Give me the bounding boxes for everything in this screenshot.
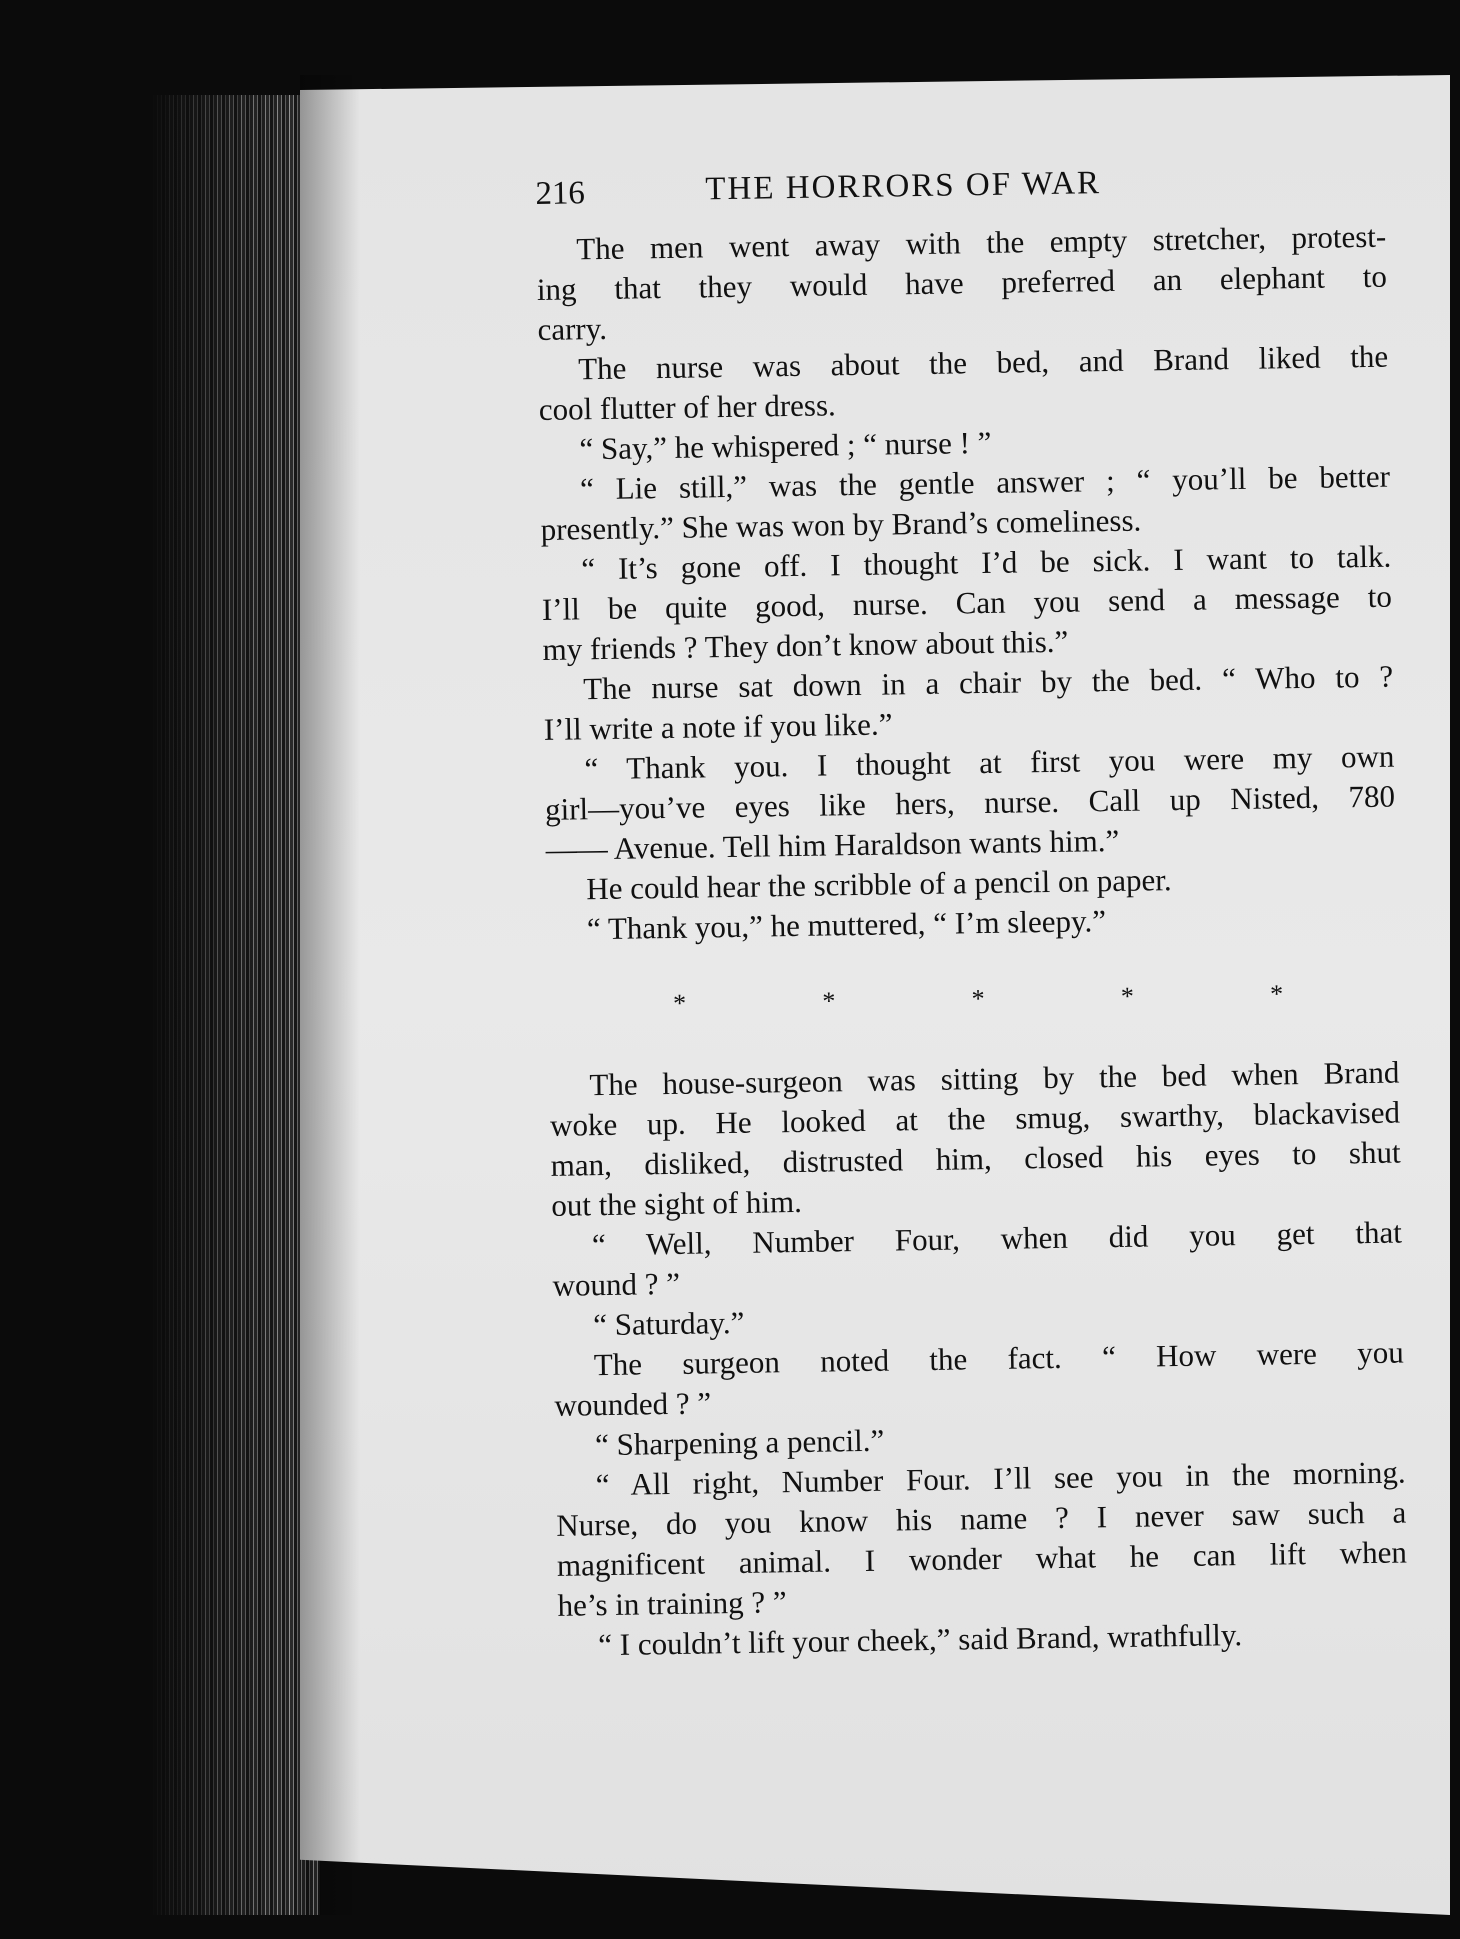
page-gutter-shadow	[300, 75, 360, 1915]
page-text-block	[535, 155, 1408, 1666]
text-line: ing that they would have preferred an elephant to	[536, 258, 1388, 307]
page-number: 216	[535, 175, 586, 212]
text-line: man, disliked, distrusted him, closed his eyes to shut	[550, 1134, 1401, 1183]
text-line: presently.” She was won by Brand’s comeliness.	[540, 502, 1142, 547]
text-line: “ I couldn’t lift your cheek,” said Brand, wrathfully.	[597, 1617, 1243, 1663]
text-line: “ Thank you,” he muttered, “ I’m sleepy.”	[586, 903, 1107, 947]
text-line: “ Thank you. I thought at first you were my own	[584, 738, 1395, 787]
text-line: girl—you’ve eyes like hers, nurse. Call up Nisted, 780	[544, 778, 1396, 827]
text-line: cool flutter of her dress.	[538, 387, 837, 427]
text-line: The surgeon noted the fact. “ How were you	[593, 1334, 1404, 1383]
text-line: “ All right, Number Four. I’ll see you in the morning.	[595, 1454, 1406, 1503]
separator-asterisk: *	[1269, 979, 1284, 1009]
separator-asterisk: *	[822, 986, 836, 1016]
separator-asterisk: *	[971, 984, 985, 1014]
text-line: The men went away with the empty stretcher, protest-	[576, 218, 1387, 267]
text-line: magnificent animal. I wonder what he can lift when	[556, 1534, 1408, 1583]
text-line: Nurse, do you know his name ? I never saw such a	[556, 1494, 1407, 1543]
section-separator	[673, 974, 1284, 1024]
text-line: “ Lie still,” was the gentle answer ; “ you’ll be better	[579, 458, 1391, 507]
text-line: —— Avenue. Tell him Haraldson wants him.”	[545, 822, 1120, 867]
text-line: “ Say,” he whispered ; “ nurse ! ”	[579, 424, 992, 467]
text-line: carry.	[537, 310, 608, 347]
text-line: out the sight of him.	[551, 1183, 803, 1223]
text-line: I’ll write a note if you like.”	[543, 706, 893, 747]
text-line: The nurse was about the bed, and Brand liked the	[577, 338, 1389, 387]
text-line: “ Saturday.”	[592, 1304, 745, 1343]
separator-asterisk: *	[1120, 981, 1135, 1011]
text-line: wounded ? ”	[554, 1385, 712, 1423]
text-line: I’ll be quite good, nurse. Can you send a message to	[541, 578, 1393, 627]
text-line: “ Sharpening a pencil.”	[594, 1422, 885, 1463]
text-line: The house-surgeon was sitting by the bed when Brand	[589, 1054, 1400, 1103]
separator-asterisk: *	[672, 988, 687, 1018]
text-line: He could hear the scribble of a pencil on paper.	[586, 862, 1172, 907]
text-line: he’s in training ? ”	[557, 1584, 787, 1623]
text-line: “ Well, Number Four, when did you get that	[591, 1214, 1403, 1263]
text-section-bottom	[549, 1053, 1408, 1666]
running-title: THE HORRORS OF WAR	[705, 165, 1102, 208]
text-line: “ It’s gone off. I thought I’d be sick. I want to talk.	[581, 538, 1392, 587]
text-section-top	[536, 217, 1397, 950]
text-line: my friends ? They don’t know about this.”	[542, 623, 1069, 667]
book-edge-shadow	[150, 95, 320, 1915]
text-line: The nurse sat down in a chair by the bed. “ Who to ?	[582, 658, 1394, 707]
text-line: woke up. He looked at the smug, swarthy, blackavised	[549, 1094, 1401, 1143]
text-line: wound ? ”	[552, 1265, 681, 1303]
